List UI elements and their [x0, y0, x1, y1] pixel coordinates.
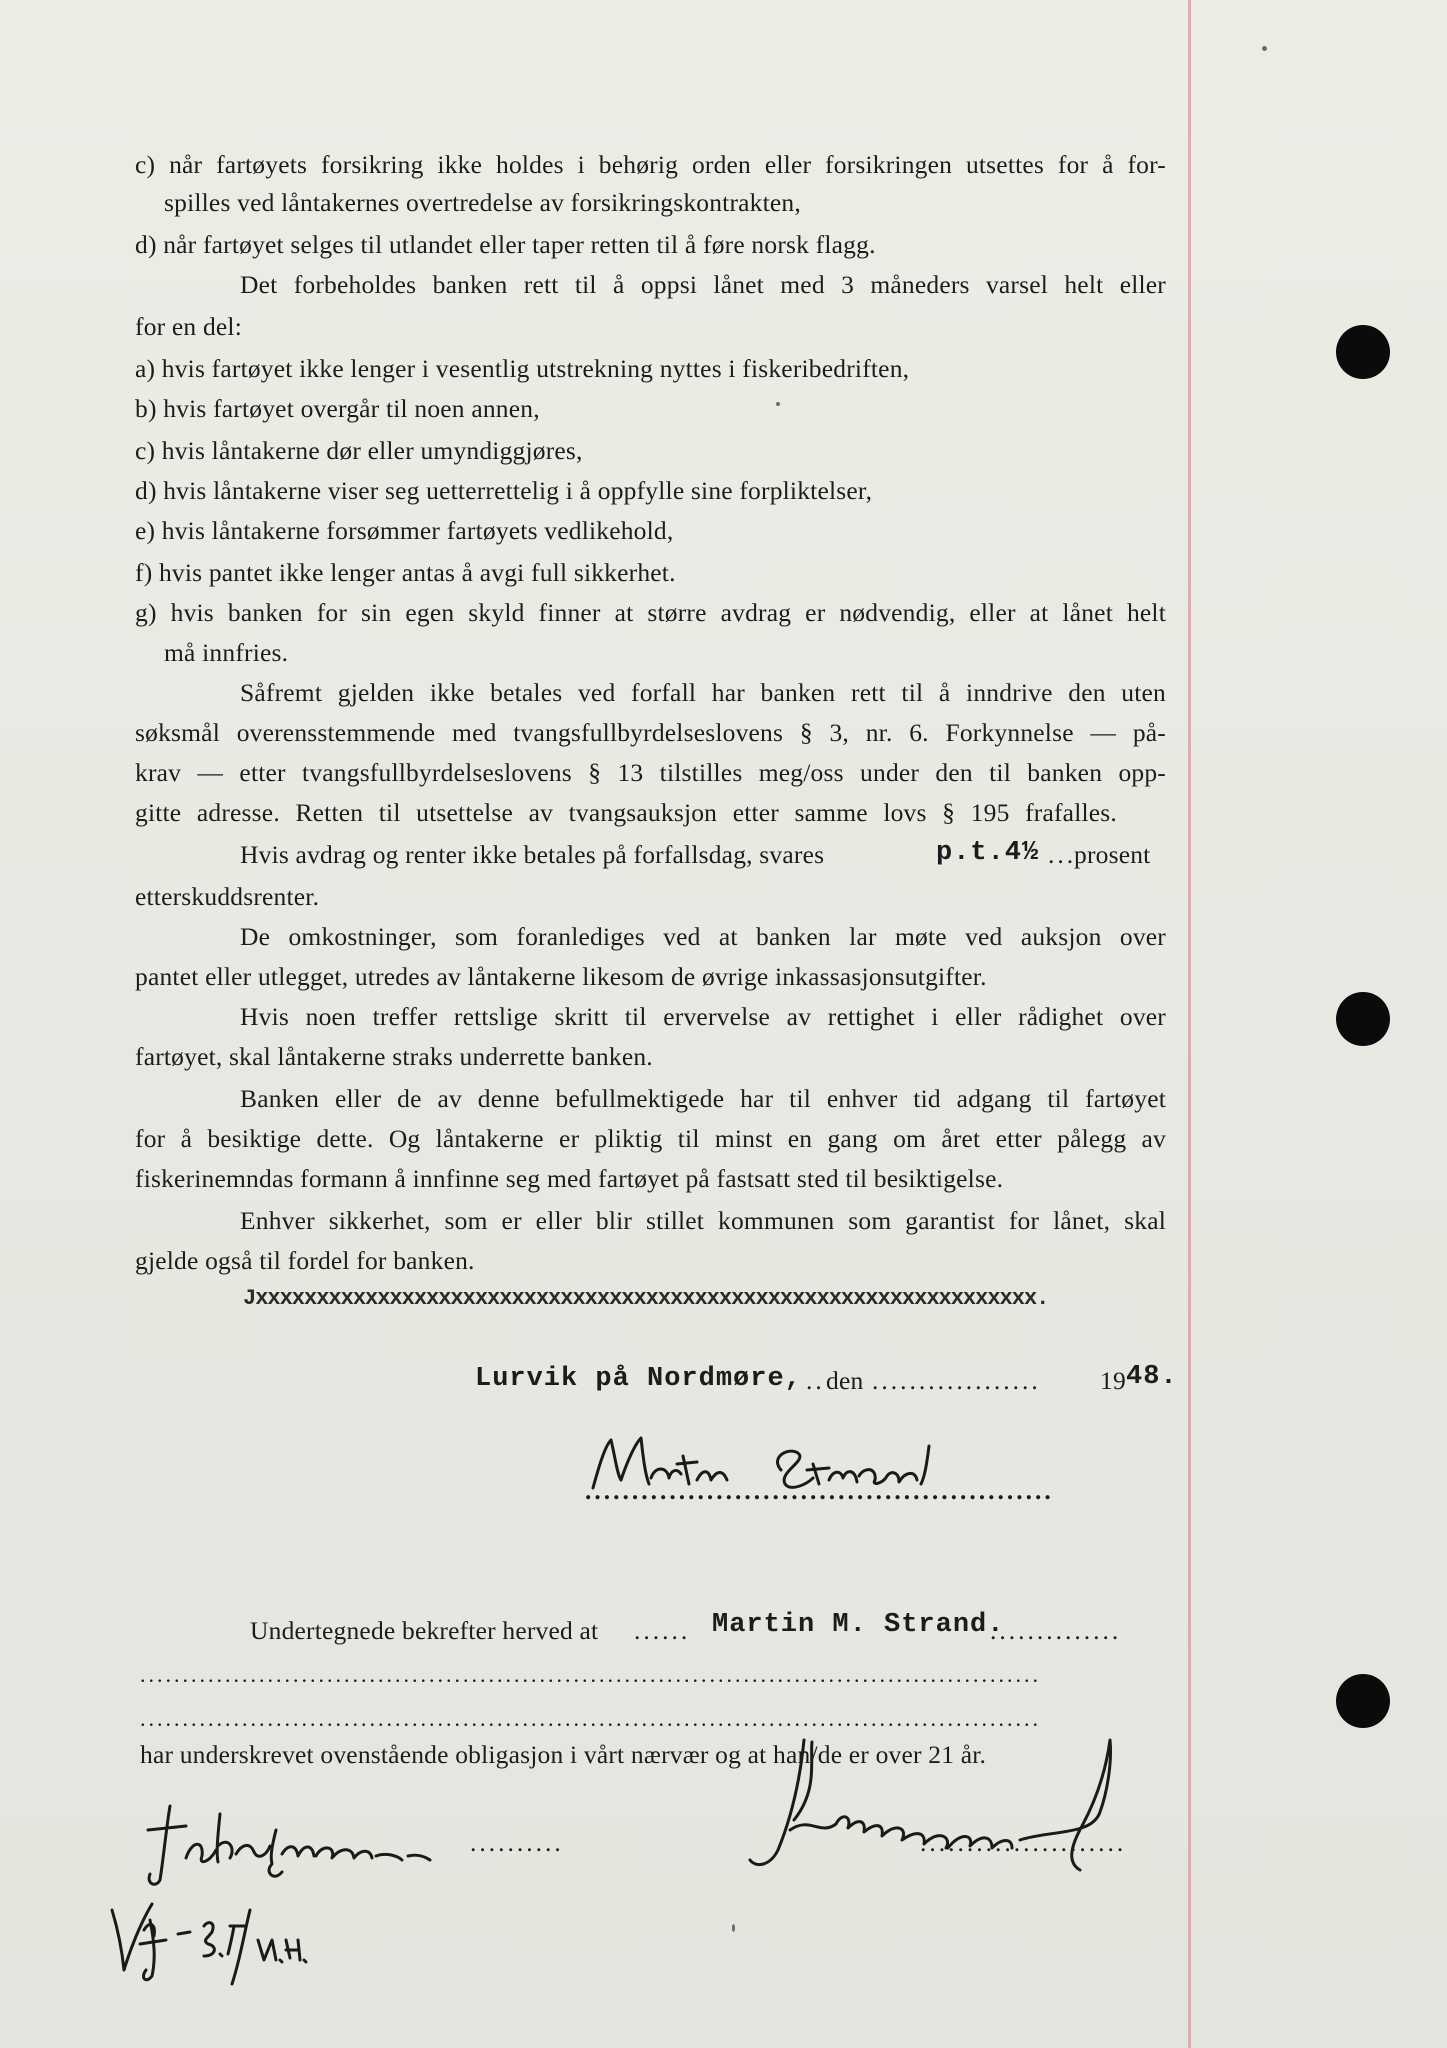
interest-rate-typed: p.t.4½ — [936, 838, 1040, 868]
text-line: b) hvis fartøyet overgår til noen annen, — [135, 394, 540, 423]
text-line: krav — etter tvangsfullbyrdelseslovens § 13 tilstilles meg/oss under den til banken opp- — [135, 758, 1166, 787]
place-typed: Lurvik på Nordmøre, — [475, 1364, 802, 1394]
bottom-note-handwriting — [100, 1880, 320, 1995]
dot-leader: .................. — [872, 1366, 1041, 1395]
attest-closing: har underskrevet ovenstående obligasjon i vårt nærvær og at han/de er over 21 år. — [140, 1740, 987, 1769]
punch-hole — [1336, 992, 1390, 1046]
text-line: fiskerinemndas formann å innfinne seg med fartøyet på fastsatt sted til besiktigelse. — [135, 1164, 1004, 1193]
blank-dotted-line: .......................................................................................................... — [140, 1662, 1041, 1687]
text-line: gitte adresse. Retten til utsettelse av tvangsauksjon etter samme lovs § 195 frafalles. — [135, 798, 1117, 827]
attest-label: Undertegnede bekrefter herved at — [250, 1616, 599, 1645]
text-line: Banken eller de av denne befullmektigede har til enhver tid adgang til fartøyet — [240, 1084, 1166, 1113]
speck — [1262, 46, 1267, 51]
text-line: Såfremt gjelden ikke betales ved forfall har banken rett til å inndrive den uten — [240, 678, 1166, 707]
text-line: søksmål overensstemmende med tvangsfullbyrdelseslovens § 3, nr. 6. Forkynnelse — på- — [135, 718, 1166, 747]
text-line: g) hvis banken for sin egen skyld finner at større avdrag er nødvendig, eller at lånet helt — [135, 598, 1166, 627]
text-line: e) hvis låntakerne forsømmer fartøyets vedlikehold, — [135, 516, 674, 545]
red-margin-rule — [1188, 0, 1191, 2048]
punch-hole — [1336, 1674, 1390, 1728]
text-line: a) hvis fartøyet ikke lenger i vesentlig utstrekning nyttes i fiskeribedriften, — [135, 354, 910, 383]
text-line: Hvis noen treffer rettslige skritt til ervervelse av rettighet i eller rådighet over — [240, 1002, 1166, 1031]
text-line: fartøyet, skal låntakerne straks underrette banken. — [135, 1042, 653, 1071]
text-line: for å besiktige dette. Og låntakerne er pliktig til minst en gang om året etter pålegg av — [135, 1124, 1166, 1153]
text-line: etterskuddsrenter. — [135, 882, 320, 911]
text-line: spilles ved låntakernes overtredelse av forsikringskontrakten, — [164, 188, 801, 217]
signature-dot-line: .................................................. — [585, 1476, 1054, 1505]
date-label: den — [826, 1366, 864, 1395]
text-line: c) hvis låntakerne dør eller umyndiggjøres, — [135, 436, 583, 465]
dot-leader: .. — [806, 1366, 825, 1395]
text-line: Det forbeholdes banken rett til å oppsi lånet med 3 måneders varsel helt eller — [240, 270, 1166, 299]
speck — [776, 402, 780, 406]
dot-leader: .............. — [990, 1616, 1122, 1645]
text-line: må innfries. — [164, 638, 289, 667]
text-line: De omkostninger, som foranlediges ved at banken lar møte ved auksjon over — [240, 922, 1166, 951]
witness-signature-right — [720, 1720, 1160, 1885]
dot-leader: .......... — [470, 1828, 564, 1857]
text-line: d) når fartøyet selges til utlandet eller taper retten til å føre norsk flagg. — [135, 230, 876, 259]
year-typed: 48. — [1126, 1362, 1178, 1392]
blank-dotted-line: .......................................................................................................... — [140, 1706, 1041, 1731]
dot-leader: ...................... — [920, 1828, 1127, 1857]
text-line: c) når fartøyets forsikring ikke holdes i behørig orden eller forsikringen utsettes for å for- — [135, 150, 1166, 179]
dot-leader: ...... — [634, 1616, 691, 1645]
text-line: pantet eller utlegget, utredes av låntakerne likesom de øvrige inkassasjonsutgifter. — [135, 962, 987, 991]
text-line: d) hvis låntakerne viser seg uetterrettelig i å oppfylle sine forpliktelser, — [135, 476, 873, 505]
text-line: Hvis avdrag og renter ikke betales på forfallsdag, svares — [240, 840, 825, 869]
text-line: for en del: — [135, 312, 242, 341]
struck-out-line: Jxxxxxxxxxxxxxxxxxxxxxxxxxxxxxxxxxxxxxxxxxxxxxxxxxxxxxxxxxxxxxxxx. — [243, 1286, 1049, 1311]
text-line: gjelde også til fordel for banken. — [135, 1246, 475, 1275]
text-line: f) hvis pantet ikke lenger antas å avgi full sikkerhet. — [135, 558, 676, 587]
dot-leader: ... — [1048, 840, 1077, 869]
speck — [732, 1924, 735, 1932]
text-line: Enhver sikkerhet, som er eller blir stillet kommunen som garantist for lånet, skal — [240, 1206, 1166, 1235]
text-line: prosent — [1074, 840, 1151, 869]
punch-hole — [1336, 325, 1390, 379]
attested-name-typed: Martin M. Strand. — [712, 1610, 1005, 1640]
year-prefix: 19 — [1100, 1366, 1126, 1395]
